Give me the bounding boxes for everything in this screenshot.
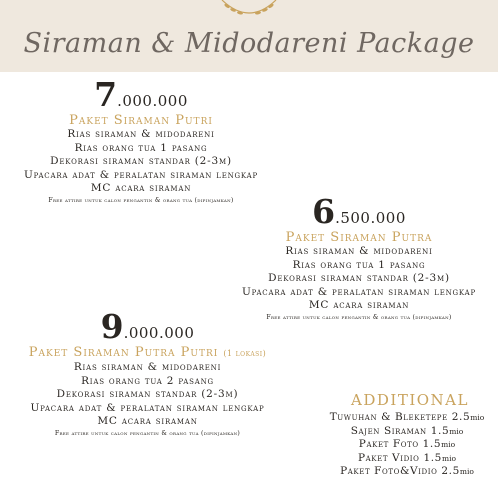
additional-item-price: 2.5 bbox=[441, 465, 460, 477]
additional-item-price: 1.5 bbox=[430, 424, 450, 437]
additional-item-unit: mio bbox=[441, 440, 456, 449]
package-item: Rias orang tua 2 pasang bbox=[81, 374, 214, 387]
laurel-wreath-icon bbox=[214, 0, 284, 22]
package-siraman-putra-putri bbox=[5, 307, 290, 439]
additional-item bbox=[316, 425, 498, 439]
package-item: Dekorasi siraman standar (2-3m) bbox=[56, 388, 239, 400]
additional-item-label: Paket Foto bbox=[358, 438, 419, 450]
additional-item-label: Sajen Siraman bbox=[350, 424, 427, 437]
additional-item-unit: mio bbox=[441, 453, 456, 463]
package-item: Dekorasi siraman standar (2-3m) bbox=[268, 272, 450, 284]
package-name-text: Paket Siraman Putri bbox=[69, 113, 213, 128]
header-banner bbox=[0, 0, 498, 72]
additional-item-label: Paket Vidio bbox=[357, 451, 420, 464]
package-item: Upacara adat & peralatan siraman lengkap bbox=[23, 168, 259, 181]
additional-item bbox=[316, 438, 498, 452]
additional-item bbox=[316, 452, 498, 466]
additional-item-price: 1.5 bbox=[422, 438, 442, 450]
package-fine-print: Free attire untuk calon pengantin & orang tua (dipinjamkan) bbox=[54, 429, 241, 437]
package-item: Rias siraman & midodareni bbox=[73, 361, 222, 373]
additional-item-label: Paket Foto&Vidio bbox=[340, 465, 438, 477]
additional-item-price: 1.5 bbox=[423, 451, 442, 464]
package-price bbox=[5, 75, 277, 114]
package-item: Dekorasi siraman standar (2-3m) bbox=[50, 155, 232, 167]
additional-item-label: Tuwuhan & Bleketepe bbox=[329, 411, 448, 423]
package-name bbox=[5, 113, 277, 128]
price-minor: .500.000 bbox=[335, 209, 406, 227]
additional-item-unit: mio bbox=[449, 426, 464, 436]
price-major: 7 bbox=[94, 75, 118, 114]
price-minor: .000.000 bbox=[117, 92, 188, 110]
additional-item bbox=[316, 411, 498, 425]
additional-item bbox=[316, 465, 498, 479]
package-item: MC acara siraman bbox=[90, 182, 192, 194]
package-name-text: Paket Siraman Putra Putri bbox=[28, 345, 219, 360]
package-fine-print: Free attire untuk calon pengantin & orang tua (dipinjamkan) bbox=[266, 313, 452, 321]
package-name bbox=[224, 230, 494, 245]
package-item: Rias siraman & midodareni bbox=[67, 128, 215, 140]
additional-item-unit: mio bbox=[459, 467, 474, 476]
package-name-text: Paket Siraman Putra bbox=[285, 230, 433, 245]
additional-list bbox=[316, 411, 498, 479]
package-note: (1 lokasi) bbox=[223, 349, 267, 358]
package-siraman-putri bbox=[5, 75, 277, 206]
package-name bbox=[5, 345, 290, 361]
package-price bbox=[5, 307, 290, 346]
price-major: 6 bbox=[312, 192, 336, 231]
package-item: Upacara adat & peralatan siraman lengkap bbox=[30, 401, 265, 414]
package-item: Rias orang tua 1 pasang bbox=[292, 258, 426, 271]
additional-item-price: 2.5 bbox=[451, 411, 471, 423]
package-fine-print: Free attire untuk calon pengantin & orang tua (dipinjamkan) bbox=[48, 196, 234, 204]
price-major: 9 bbox=[100, 307, 124, 346]
package-item: MC acara siraman bbox=[97, 415, 198, 427]
package-item: Rias orang tua 1 pasang bbox=[74, 141, 208, 154]
package-price bbox=[224, 192, 494, 231]
additional-item-unit: mio bbox=[470, 413, 485, 422]
package-item: MC acara siraman bbox=[308, 299, 410, 311]
price-minor: .000.000 bbox=[123, 324, 195, 342]
package-siraman-putra bbox=[224, 192, 494, 323]
package-item: Upacara adat & peralatan siraman lengkap bbox=[241, 285, 477, 298]
page-title: Siraman & Midodareni Package bbox=[23, 28, 475, 59]
package-item: Rias siraman & midodareni bbox=[285, 245, 433, 257]
additional-title: ADDITIONAL bbox=[351, 391, 469, 409]
